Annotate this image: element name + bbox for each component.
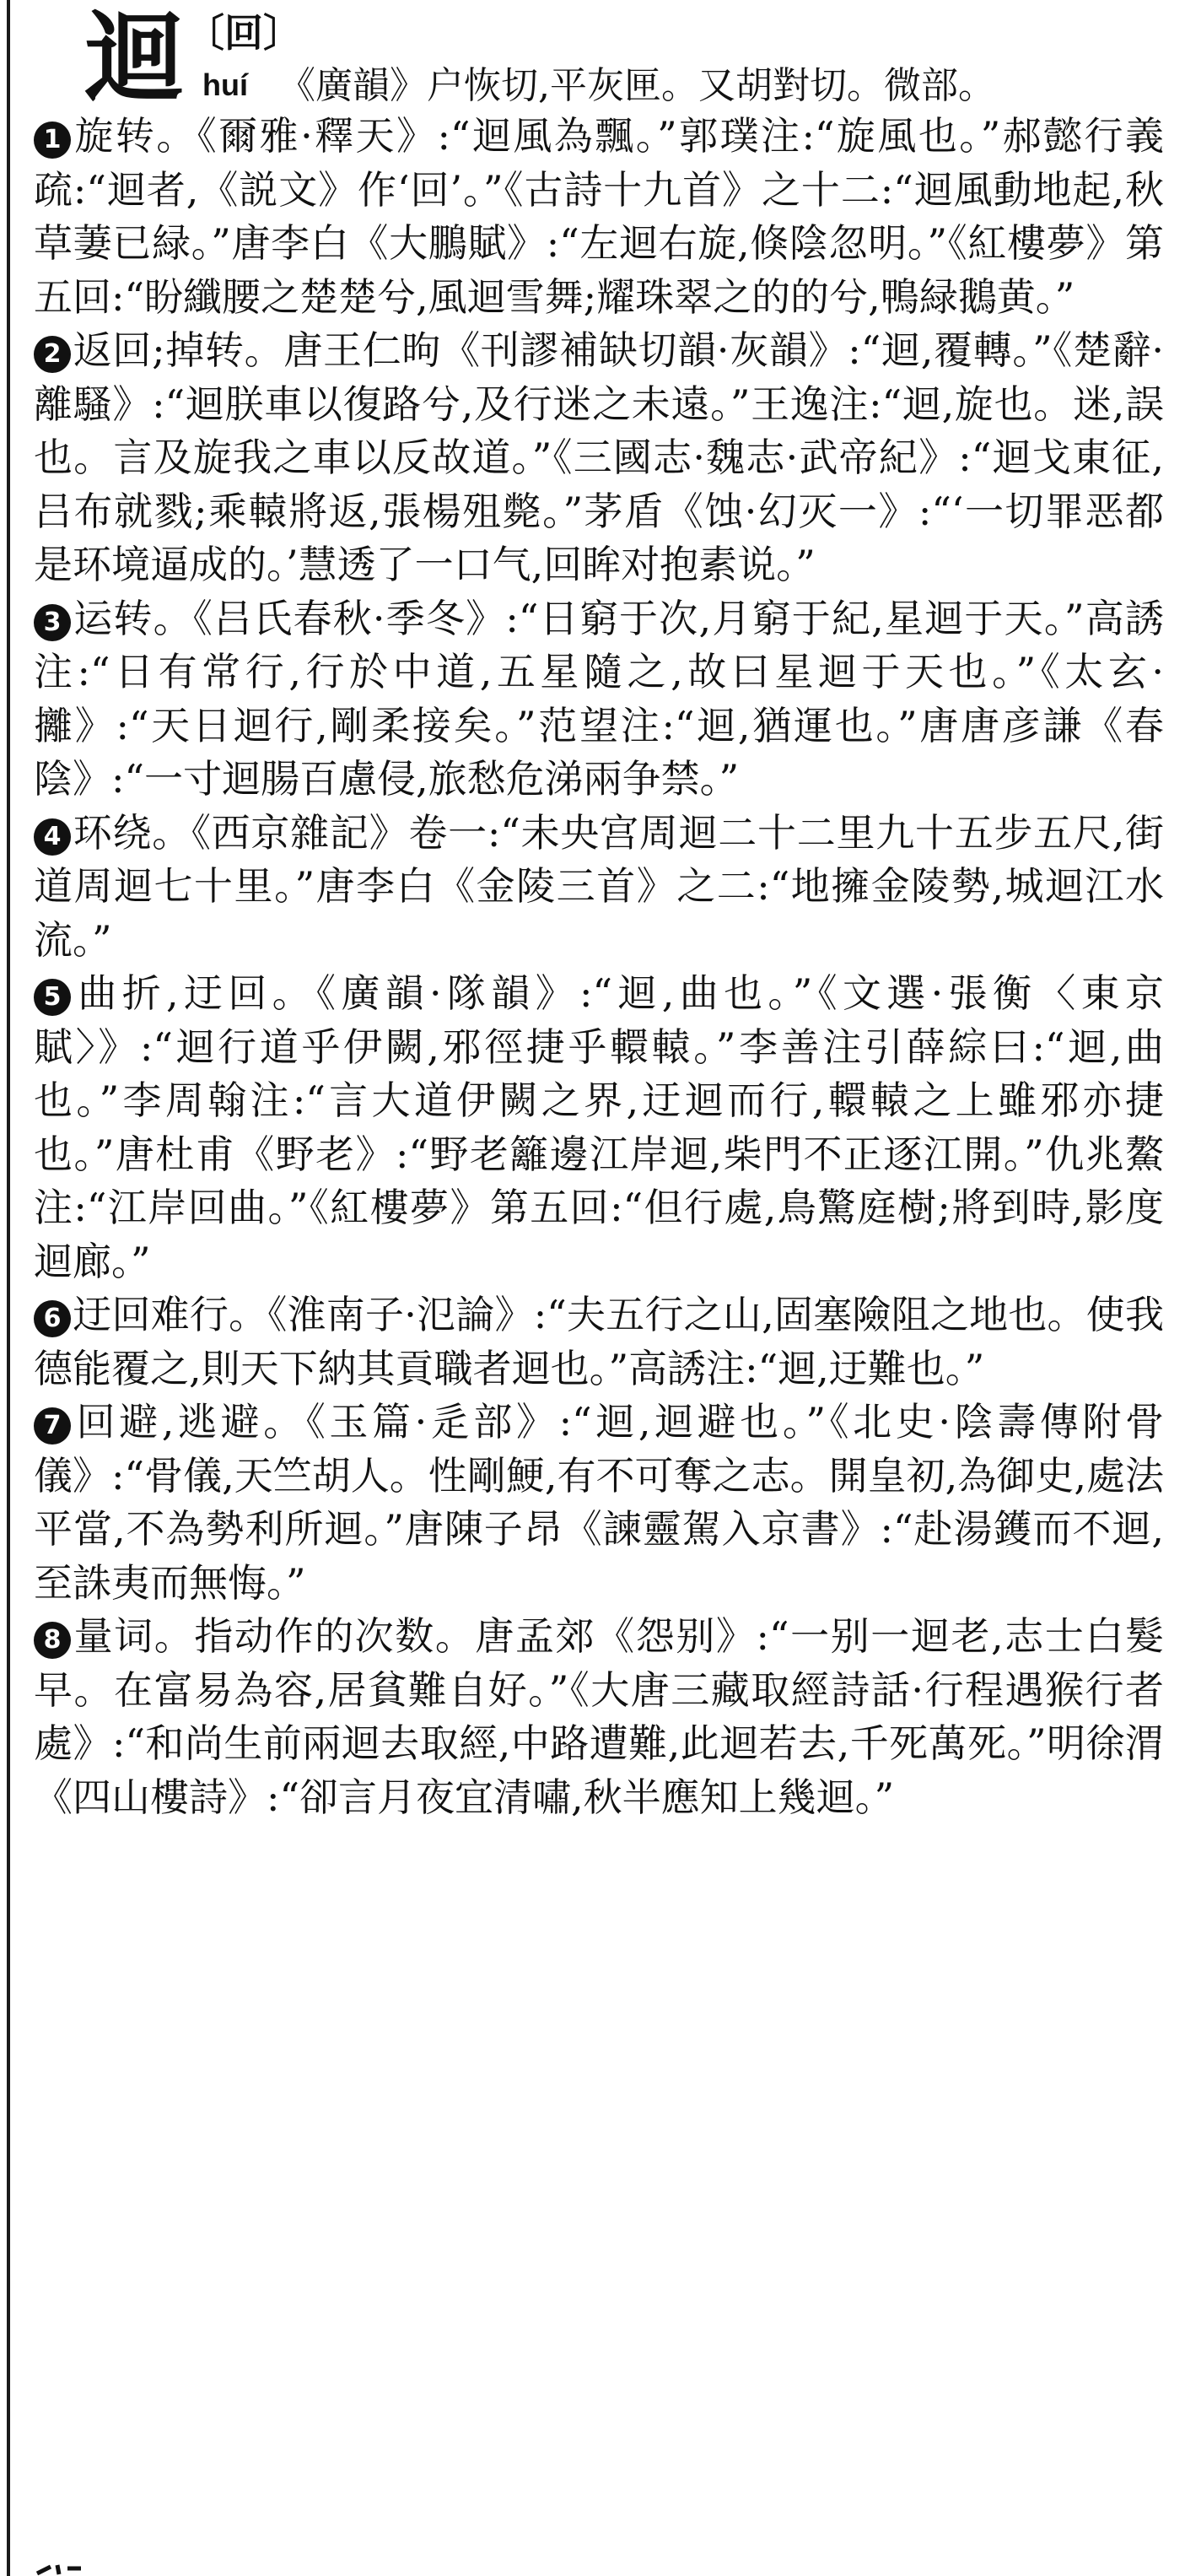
sense-8: [34, 1610, 1164, 1824]
sense-text: 返回;掉转。唐王仁昫《刊謬補缺切韻·灰韻》:“迴,覆轉。”《楚辭·離騷》:“迴朕車以復路兮,及行迷之未遠。”王逸注:“迴,旋也。迷,誤也。言及旋我之車以反故道。”《三國志·魏志·武帝紀》:“迴戈東征,吕布就戮;乘轅將返,張楊殂斃。”茅盾《蚀·幻灭一》:“‘一切罪恶都是环境逼成的。’慧透了一口气,回眸对抱素说。”: [34, 327, 1164, 587]
sense-number-badge: 1: [34, 122, 71, 159]
sense-number-badge: 5: [34, 979, 71, 1016]
variant-form: 〔回〕: [186, 10, 302, 56]
phonetic-reading: 《廣韻》户恢切,平灰匣。又胡對切。微部。: [278, 64, 995, 107]
cut-off-glyph-fragment: [34, 2563, 84, 2576]
headword: 迴: [84, 0, 185, 116]
sense-text: 运转。《吕氏春秋·季冬》:“日窮于次,月窮于紀,星迴于天。”高誘注:“日有常行,行於中道,五星隨之,故曰星迴于天也。”《太玄·攡》:“天日迴行,剛柔接矣。”范望注:“迴,猶運也。”唐唐彦謙《春陰》:“一寸迴腸百慮侵,旅愁危涕兩争禁。”: [34, 595, 1164, 802]
sense-text: 量词。指动作的次数。唐孟郊《怨别》:“一别一迴老,志士白髮早。在富易為容,居貧難自好。”《大唐三藏取經詩話·行程遇猴行者處》:“和尚生前兩迴去取經,中路遭難,此迴若去,千死萬死。”明徐渭《四山樓詩》:“卻言月夜宜清嘯,秋半應知上幾迴。”: [34, 1613, 1164, 1820]
sense-1: [34, 110, 1164, 324]
entry-header: [34, 0, 1164, 116]
senses-list: [34, 110, 1164, 1824]
pinyin: huí: [202, 68, 248, 102]
sense-6: [34, 1288, 1164, 1396]
sense-text: 曲折,迂回。《廣韻·隊韻》:“迴,曲也。”《文選·張衡〈東京賦〉》:“迴行道乎伊闕,邪徑捷乎轘轅。”李善注引薛綜曰:“迴,曲也。”李周翰注:“言大道伊闕之界,迂迴而行,轘轅之上雖邪亦捷也。”唐杜甫《野老》:“野老籬邊江岸迴,柴門不正逐江開。”仇兆鰲注:“江岸回曲。”《紅樓夢》第五回:“但行處,鳥驚庭樹;將到時,影度迴廊。”: [34, 970, 1164, 1284]
sense-3: [34, 592, 1164, 807]
sense-number-badge: 2: [34, 336, 71, 373]
sense-5: [34, 967, 1164, 1288]
left-margin-rule: [7, 0, 10, 2576]
sense-number-badge: 3: [34, 604, 71, 641]
sense-text: 环绕。《西京雜記》卷一:“未央宫周迴二十二里九十五步五尺,街道周迴七十里。”唐李白《金陵三首》之二:“地擁金陵勢,城迴江水流。”: [34, 809, 1164, 963]
sense-2: [34, 324, 1164, 592]
sense-7: [34, 1396, 1164, 1610]
sense-number-badge: 6: [34, 1300, 71, 1337]
sense-text: 旋转。《爾雅·釋天》:“迴風為飄。”郭璞注:“旋風也。”郝懿行義疏:“迴者,《説文》作‘回’。”《古詩十九首》之十二:“迴風動地起,秋草萋已緑。”唐李白《大鵬賦》:“左迴右旋,倏陰忽明。”《紅樓夢》第五回:“盼纖腰之楚楚兮,風迴雪舞;耀珠翠之的的兮,鴨緑鵝黄。”: [34, 113, 1164, 320]
sense-number-badge: 4: [34, 818, 71, 856]
sense-number-badge: 7: [34, 1407, 71, 1445]
dictionary-page: [34, 0, 1164, 1824]
sense-number-badge: 8: [34, 1622, 71, 1659]
sense-text: 迂回难行。《淮南子·氾論》:“夫五行之山,固塞險阻之地也。使我德能覆之,則天下納其貢職者迴也。”高誘注:“迴,迂難也。”: [34, 1292, 1164, 1391]
sense-4: [34, 807, 1164, 968]
sense-text: 回避,逃避。《玉篇·辵部》:“迴,迴避也。”《北史·陰壽傳附骨儀》:“骨儀,天竺胡人。性剛鯁,有不可奪之志。開皇初,為御史,處法平當,不為勢利所迴。”唐陳子昂《諫靈駕入京書》:“赴湯鑊而不迴,至誅夷而無悔。”: [34, 1399, 1164, 1606]
